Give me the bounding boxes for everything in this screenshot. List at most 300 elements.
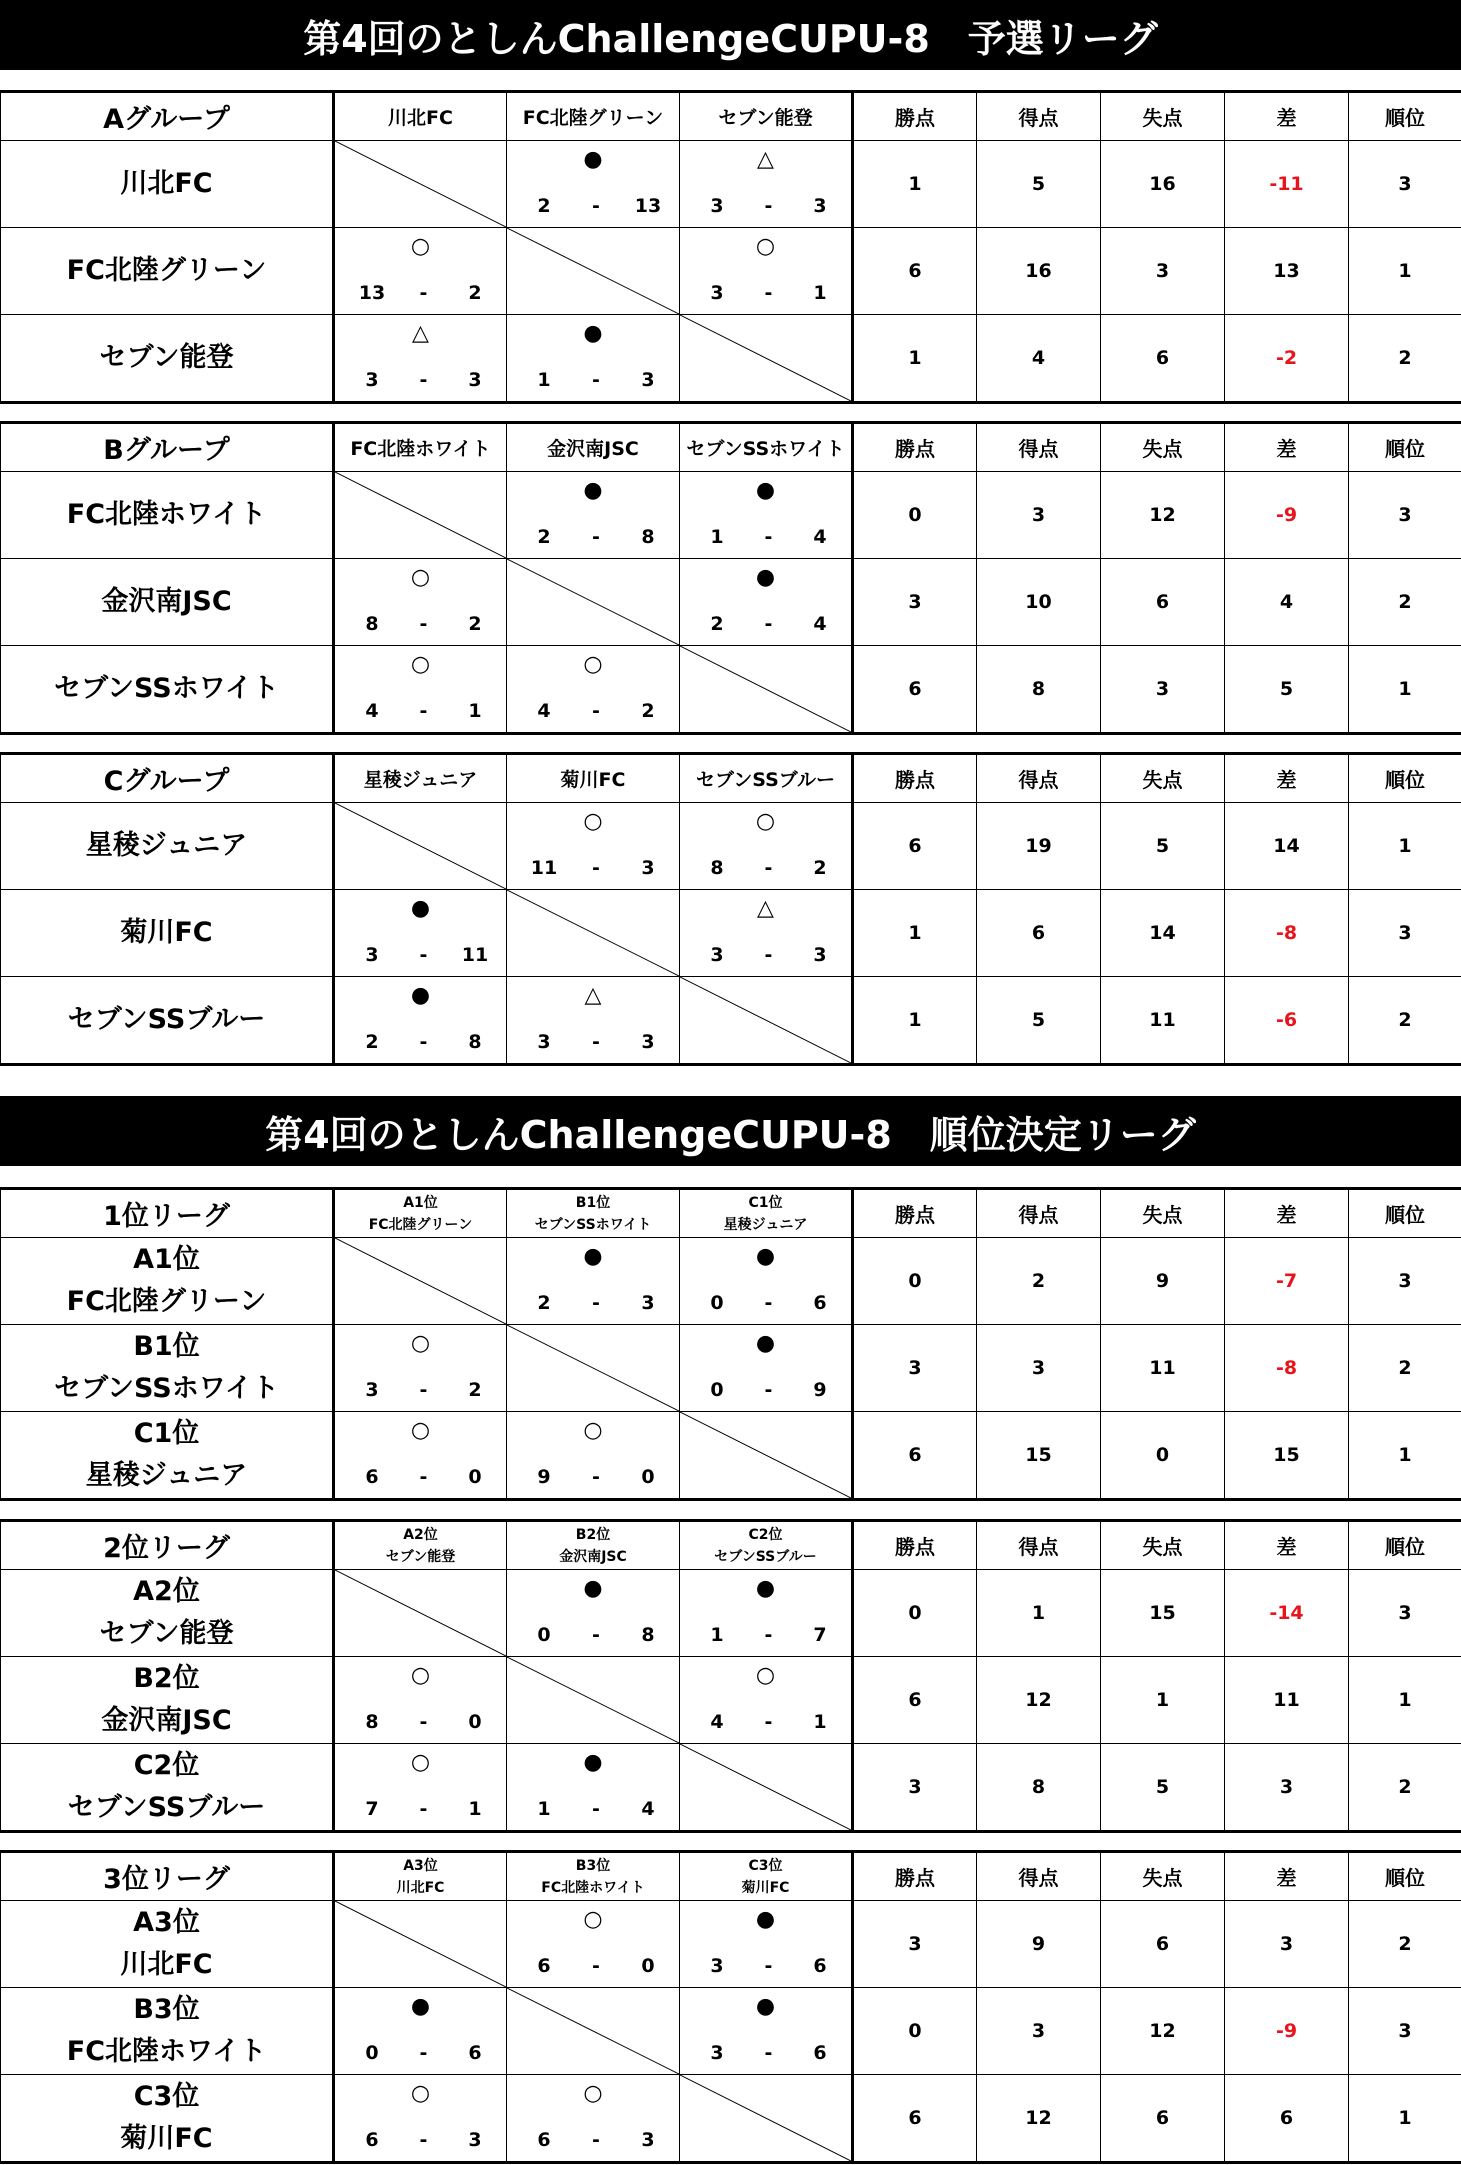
opponent-team-name: セブンSSホワイト [534,1216,652,1233]
team-name-cell [1,1412,334,1500]
stat-header: 勝点 [853,754,977,803]
opponent-label: FC北陸ホワイト [350,438,491,460]
score-for: 6 [537,2129,551,2151]
team-name: C3位 [133,2081,200,2112]
points-value: 6 [853,2075,977,2163]
score-dash: - [592,1292,600,1314]
team-name: FC北陸ホワイト [66,2036,267,2067]
score-for: 3 [710,944,724,966]
score-against: 2 [468,282,482,304]
score-for: 0 [365,2042,379,2064]
score-for: 4 [710,1711,724,1733]
score-for: 1 [537,369,551,391]
score [507,369,679,391]
score-dash: - [419,1379,428,1401]
group-name: Aグループ [1,92,334,141]
rank-value: 1 [1349,228,1461,315]
team-row [1,141,1461,228]
result-mark: ● [755,1244,776,1269]
score-for: 4 [537,700,551,722]
result-mark: ○ [410,652,431,677]
score-against: 6 [813,2042,827,2064]
team-row [1,1325,1461,1412]
opponent-label: 菊川FC [560,769,626,791]
score [335,282,506,304]
group-header-row [1,1189,1461,1238]
stat-header: 順位 [1349,1189,1461,1238]
score [335,2042,506,2064]
score-against: 3 [468,2129,482,2151]
rank-value: 3 [1349,141,1461,228]
goals-against-value: 1 [1101,1657,1225,1744]
team-name-cell [1,1901,334,1988]
stat-header: 順位 [1349,754,1461,803]
points-value: 6 [853,646,977,734]
team-row [1,1988,1461,2075]
diagonal-line [335,1238,506,1324]
team-name: C1位 [133,1418,200,1449]
score-against: 3 [641,1031,655,1053]
self-match-cell [507,1988,680,2075]
match-result-cell [680,1988,853,2075]
goals-against-value: 6 [1101,559,1225,646]
goal-difference-value: 6 [1225,2075,1349,2163]
opponent-label: セブン能登 [718,107,813,129]
score-for: 3 [365,944,379,966]
score [680,195,851,217]
team-name-cell [1,803,334,890]
self-match-cell [507,1657,680,1744]
team-name-cell [1,1325,334,1412]
match-result-cell [334,890,507,977]
group-name: Cグループ [1,754,334,803]
match-result-cell [507,1238,680,1325]
result-mark: ● [755,1331,776,1356]
score-dash: - [764,526,773,548]
group-table [0,421,1461,735]
match-result-cell [334,1744,507,1832]
match-result-cell [680,141,853,228]
diagonal-line [507,890,679,976]
diagonal-line [680,1412,851,1498]
team-row [1,646,1461,734]
score [335,1798,506,1820]
match-result-cell [680,1570,853,1657]
result-mark: △ [757,147,774,172]
team-name: 金沢南JSC [101,586,232,617]
team-name-cell [1,1988,334,2075]
score-dash: - [764,2042,773,2064]
team-name: C2位 [133,1750,200,1781]
stat-header: 勝点 [853,92,977,141]
opponent-team-name: 金沢南JSC [559,1548,627,1565]
match-result-cell [680,803,853,890]
diagonal-line [507,1988,679,2074]
goals-for-value: 1 [977,1570,1101,1657]
opponent-header [507,1521,680,1570]
score-against: 3 [813,944,827,966]
points-value: 0 [853,1238,977,1325]
score-dash: - [764,944,773,966]
score-dash: - [592,1466,600,1488]
score-dash: - [764,195,773,217]
group-name: Bグループ [1,423,334,472]
match-result-cell [680,1901,853,1988]
stat-header: 順位 [1349,1521,1461,1570]
team-name-cell [1,559,334,646]
score-against: 1 [468,1798,482,1820]
self-match-cell [507,559,680,646]
score [507,1031,679,1053]
result-mark: ○ [583,809,603,834]
goals-against-value: 6 [1101,1901,1225,1988]
rank-value: 2 [1349,559,1461,646]
rank-value: 3 [1349,1988,1461,2075]
opponent-label: セブンSSブルー [696,769,835,791]
match-result-cell [680,228,853,315]
score [507,1292,679,1314]
team-row [1,2075,1461,2163]
rank-value: 1 [1349,646,1461,734]
score-for: 9 [537,1466,551,1488]
score [335,1379,506,1401]
stat-header: 得点 [977,1189,1101,1238]
goals-for-value: 8 [977,1744,1101,1832]
score-dash: - [592,1031,600,1053]
self-match-cell [680,977,853,1065]
prelim-title-banner [0,0,1461,70]
goals-for-value: 16 [977,228,1101,315]
team-name: 金沢南JSC [101,1705,232,1736]
opponent-header [680,1521,853,1570]
stat-header: 勝点 [853,1189,977,1238]
goal-difference-value: -14 [1225,1570,1349,1657]
goals-against-value: 3 [1101,646,1225,734]
team-name-cell [1,228,334,315]
team-name: 川北FC [120,1949,213,1980]
points-value: 6 [853,1657,977,1744]
self-match-cell [680,1744,853,1832]
team-name: B3位 [133,1994,200,2025]
result-mark: ● [583,147,603,172]
self-match-cell [334,472,507,559]
team-name: FC北陸ホワイト [66,499,267,530]
score-dash: - [592,700,600,722]
diagonal-line [507,559,679,645]
opponent-header [680,1189,853,1238]
team-row [1,472,1461,559]
match-result-cell [334,1988,507,2075]
result-mark: ● [583,321,603,346]
score-dash: - [764,1292,773,1314]
opponent-team-name: 川北FC [396,1879,445,1896]
result-mark: ○ [410,2081,431,2106]
diagonal-line [680,1744,851,1830]
score-dash: - [764,1955,773,1977]
match-result-cell [334,315,507,403]
score [335,1466,506,1488]
self-match-cell [680,646,853,734]
group-table [0,1187,1461,1501]
score-dash: - [764,1711,773,1733]
rank-value: 3 [1349,890,1461,977]
score [335,613,506,635]
opponent-header [680,92,853,141]
score-dash: - [419,1798,428,1820]
goals-against-value: 12 [1101,1988,1225,2075]
result-mark: ● [755,565,776,590]
opponent-header [507,1852,680,1901]
match-result-cell [507,1412,680,1500]
goals-against-value: 6 [1101,2075,1225,2163]
team-name: FC北陸グリーン [66,1286,267,1317]
team-name-cell [1,977,334,1065]
score-dash: - [419,1031,428,1053]
score-against: 1 [813,282,827,304]
diagonal-line [335,472,506,558]
result-mark: ○ [583,2081,603,2106]
team-name: 川北FC [120,168,213,199]
team-name-cell [1,1238,334,1325]
goals-against-value: 12 [1101,472,1225,559]
diagonal-line [335,1570,506,1656]
team-name: セブン能登 [99,342,234,373]
points-value: 1 [853,315,977,403]
rank-value: 1 [1349,1412,1461,1500]
stat-header: 勝点 [853,1521,977,1570]
team-row [1,1570,1461,1657]
score [680,857,851,879]
stat-header: 得点 [977,423,1101,472]
team-name-cell [1,1657,334,1744]
match-result-cell [507,646,680,734]
team-name: A3位 [133,1907,200,1938]
points-value: 0 [853,1570,977,1657]
goal-difference-value: -8 [1225,1325,1349,1412]
score [680,1379,851,1401]
result-mark: △ [412,321,429,346]
stat-header: 差 [1225,423,1349,472]
match-result-cell [680,559,853,646]
score [680,526,851,548]
score [507,2129,679,2151]
score-against: 13 [634,195,662,217]
opponent-label: 金沢南JSC [547,438,639,460]
diagonal-line [680,315,851,401]
opponent-label: B2位 [575,1526,611,1543]
prelim-title: 第4回のとしんChallengeCUPU-8 予選リーグ [303,16,1158,61]
score-for: 1 [537,1798,551,1820]
goal-difference-value: -6 [1225,977,1349,1065]
goal-difference-value: -2 [1225,315,1349,403]
diagonal-line [680,977,851,1063]
goals-against-value: 3 [1101,228,1225,315]
team-name-cell [1,890,334,977]
opponent-header [334,1189,507,1238]
stat-header: 失点 [1101,754,1225,803]
score-dash: - [592,195,600,217]
result-mark: ○ [755,234,776,259]
team-name: 星稜ジュニア [85,830,248,861]
score [335,369,506,391]
opponent-team-name: 菊川FC [741,1879,790,1896]
score-against: 3 [641,857,655,879]
group-header-row [1,1521,1461,1570]
goals-for-value: 3 [977,1988,1101,2075]
opponent-header [680,754,853,803]
score-for: 8 [365,1711,379,1733]
opponent-header [680,423,853,472]
opponent-label: C3位 [748,1857,783,1874]
goals-for-value: 19 [977,803,1101,890]
rank-value: 2 [1349,1744,1461,1832]
result-mark: ○ [410,1663,431,1688]
score-dash: - [419,944,428,966]
points-value: 1 [853,890,977,977]
result-mark: ● [583,1750,603,1775]
match-result-cell [507,141,680,228]
opponent-header [507,423,680,472]
rank-value: 2 [1349,315,1461,403]
result-mark: ○ [583,652,603,677]
score-for: 6 [365,1466,379,1488]
group-name: 2位リーグ [1,1521,334,1570]
score-for: 2 [365,1031,379,1053]
opponent-header [334,92,507,141]
score-for: 4 [365,700,379,722]
score-against: 9 [813,1379,827,1401]
score [680,1624,851,1646]
opponent-label: 星稜ジュニア [363,769,478,791]
self-match-cell [680,315,853,403]
points-value: 3 [853,1325,977,1412]
rank-value: 1 [1349,803,1461,890]
team-name-cell [1,646,334,734]
opponent-label: A2位 [403,1526,438,1543]
opponent-header [507,92,680,141]
stat-header: 得点 [977,1521,1101,1570]
score [507,1624,679,1646]
result-mark: ● [755,478,776,503]
score-dash: - [592,2129,600,2151]
score-dash: - [419,369,428,391]
opponent-team-name: FC北陸グリーン [368,1216,473,1233]
team-name-cell [1,141,334,228]
rank-value: 1 [1349,1657,1461,1744]
opponent-header [507,754,680,803]
self-match-cell [334,1570,507,1657]
self-match-cell [507,1325,680,1412]
opponent-label: A1位 [403,1194,438,1211]
stat-header: 順位 [1349,1852,1461,1901]
score [335,2129,506,2151]
opponent-team-name: 星稜ジュニア [723,1216,808,1233]
score-for: 3 [710,282,724,304]
score [680,1711,851,1733]
score-for: 3 [710,2042,724,2064]
score-against: 2 [813,857,827,879]
score-against: 8 [641,1624,655,1646]
diagonal-line [507,228,679,314]
final-title: 第4回のとしんChallengeCUPU-8 順位決定リーグ [265,1112,1196,1157]
team-row [1,228,1461,315]
score-for: 6 [537,1955,551,1977]
team-row [1,1744,1461,1832]
result-mark: ● [583,478,603,503]
group-table [0,752,1461,1066]
score-for: 2 [710,613,724,635]
team-name-cell [1,2075,334,2163]
goal-difference-value: 13 [1225,228,1349,315]
goals-against-value: 9 [1101,1238,1225,1325]
self-match-cell [334,141,507,228]
stat-header: 失点 [1101,1521,1225,1570]
goals-for-value: 9 [977,1901,1101,1988]
score-for: 2 [537,1292,551,1314]
score [507,1798,679,1820]
goals-against-value: 5 [1101,1744,1225,1832]
team-name: セブンSSブルー [67,1792,266,1823]
score-against: 3 [813,195,827,217]
goal-difference-value: -8 [1225,890,1349,977]
points-value: 6 [853,1412,977,1500]
result-mark: ○ [410,1750,431,1775]
score-dash: - [592,369,600,391]
goal-difference-value: 3 [1225,1744,1349,1832]
opponent-header [334,754,507,803]
team-name: A1位 [133,1244,200,1275]
diagonal-line [680,2075,851,2161]
score-for: 3 [365,369,379,391]
result-mark: ● [583,1244,603,1269]
goal-difference-value: 4 [1225,559,1349,646]
goals-for-value: 6 [977,890,1101,977]
goal-difference-value: 11 [1225,1657,1349,1744]
score-dash: - [419,2042,428,2064]
stat-header: 勝点 [853,423,977,472]
goals-for-value: 12 [977,2075,1101,2163]
match-result-cell [334,1412,507,1500]
score-against: 6 [468,2042,482,2064]
score-against: 0 [641,1955,655,1977]
goals-for-value: 12 [977,1657,1101,1744]
team-name: セブンSSホワイト [54,1373,279,1404]
score [507,526,679,548]
team-row [1,803,1461,890]
stat-header: 得点 [977,92,1101,141]
goals-against-value: 16 [1101,141,1225,228]
group-header-row [1,423,1461,472]
team-row [1,1412,1461,1500]
self-match-cell [680,1412,853,1500]
result-mark: ● [755,1907,776,1932]
goals-for-value: 2 [977,1238,1101,1325]
goal-difference-value: -7 [1225,1238,1349,1325]
team-row [1,1901,1461,1988]
goals-against-value: 0 [1101,1412,1225,1500]
stat-header: 差 [1225,1189,1349,1238]
goals-for-value: 5 [977,141,1101,228]
match-result-cell [507,2075,680,2163]
score-dash: - [592,857,600,879]
opponent-header [334,1521,507,1570]
score-for: 1 [710,526,724,548]
score [507,700,679,722]
result-mark: △ [757,896,774,921]
result-mark: ○ [410,565,431,590]
team-row [1,890,1461,977]
score-against: 0 [468,1466,482,1488]
